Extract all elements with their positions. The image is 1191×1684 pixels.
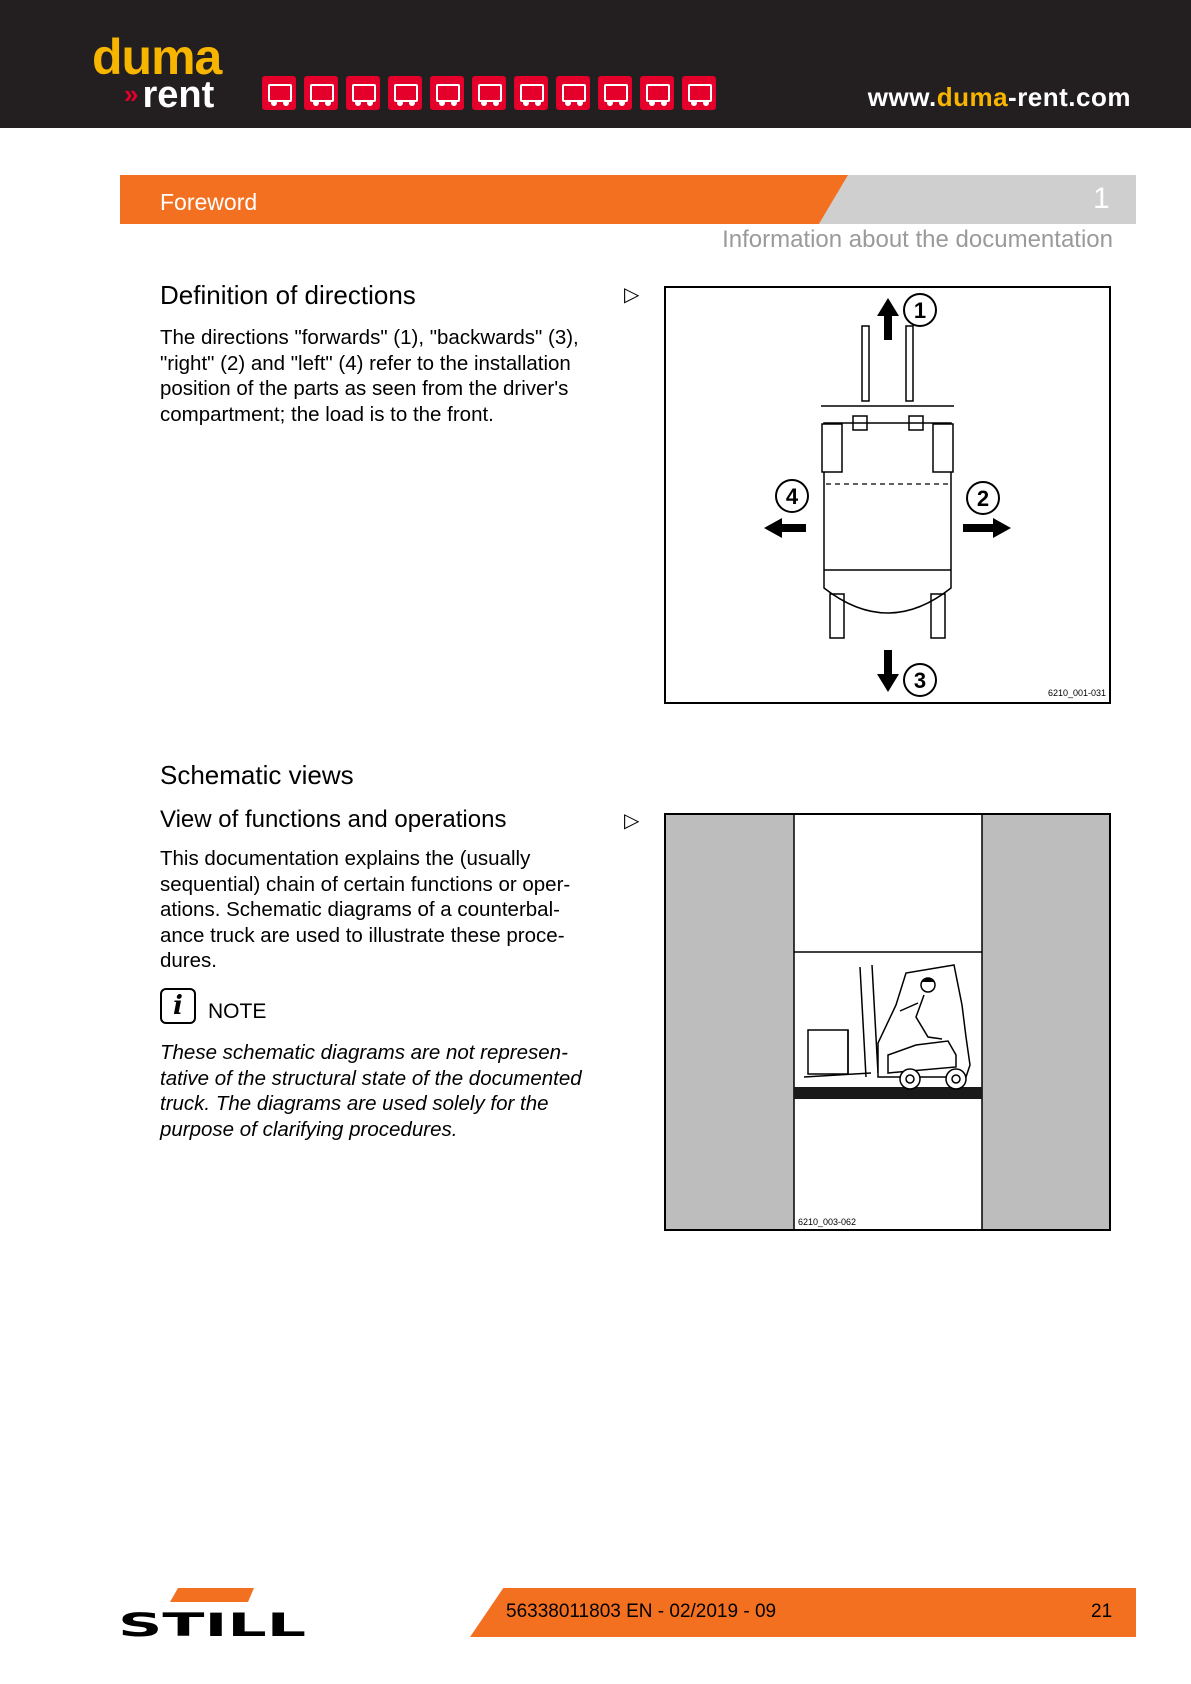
machine-icons-strip [262,76,716,110]
label-backwards: 3 [913,668,927,693]
skid-steer-icon [262,76,296,110]
logo-rent-text [124,76,214,114]
figure-pointer-icon: ▷ [624,810,640,832]
website-highlight: duma [936,82,1009,112]
mast-lift-icon [346,76,380,110]
section-subtitle: Information about the documentation [722,226,1113,253]
still-logo [118,1588,308,1638]
backhoe-icon [514,76,548,110]
schematic-figure [664,813,1111,1231]
excavator-icon [556,76,590,110]
chapter-number: 1 [1093,182,1110,215]
label-right: 2 [976,486,990,511]
logo-rent-word: rent [142,74,215,116]
forklift-schematic-diagram [666,815,1109,1229]
view-functions-heading: View of functions and operations [160,806,507,833]
label-left: 4 [785,484,799,509]
boom-lift-icon [640,76,674,110]
figure-code: 6210_003-062 [798,1217,857,1227]
figure-code: 6210_001-031 [1047,688,1106,698]
website-link[interactable] [868,82,1131,113]
logo-chevron: » [124,79,139,109]
tractor-icon [472,76,506,110]
telehandler-icon [598,76,632,110]
note-text: These schematic diagrams are not represen- tative of the structural state of the documented truck. The diagrams are used solely for the purpose of clarifying procedures. [160,1041,582,1141]
scissor-lift-icon [682,76,716,110]
view-functions-text: This documentation explains the (usually sequential) chain of certain functions or oper- ations. Schematic diagrams of a counterbal- ance truck are used to illustrate these proce- dures. [160,847,571,972]
forklift-icon [304,76,338,110]
wheel-loader-icon [430,76,464,110]
directions-heading: Definition of directions [160,280,416,310]
logo-duma-text: duma [92,29,222,85]
directions-text: The directions "forwards" (1), "backwards" (3), "right" (2) and "left" (4) refer to the installation position of the parts as seen from the driver's compartment; the load is to the front. [160,326,579,426]
section-title: Foreword [160,189,258,215]
figure-pointer-icon: ▷ [624,284,640,306]
document-reference: 56338011803 EN - 02/2019 - 09 [506,1601,777,1622]
truck-top-view-diagram [666,288,1109,702]
directions-figure [664,286,1111,704]
schematic-heading: Schematic views [160,760,354,790]
info-icon [160,988,196,1024]
label-forwards: 1 [913,298,927,323]
website-suffix: -rent.com [1008,82,1131,112]
info-icon-glyph: i [173,991,183,1021]
still-brand-text: STILL [118,1606,306,1638]
note-label: NOTE [208,1000,267,1023]
page-number: 21 [1091,1601,1113,1622]
website-prefix: www. [867,82,937,112]
mini-excavator-icon [388,76,422,110]
